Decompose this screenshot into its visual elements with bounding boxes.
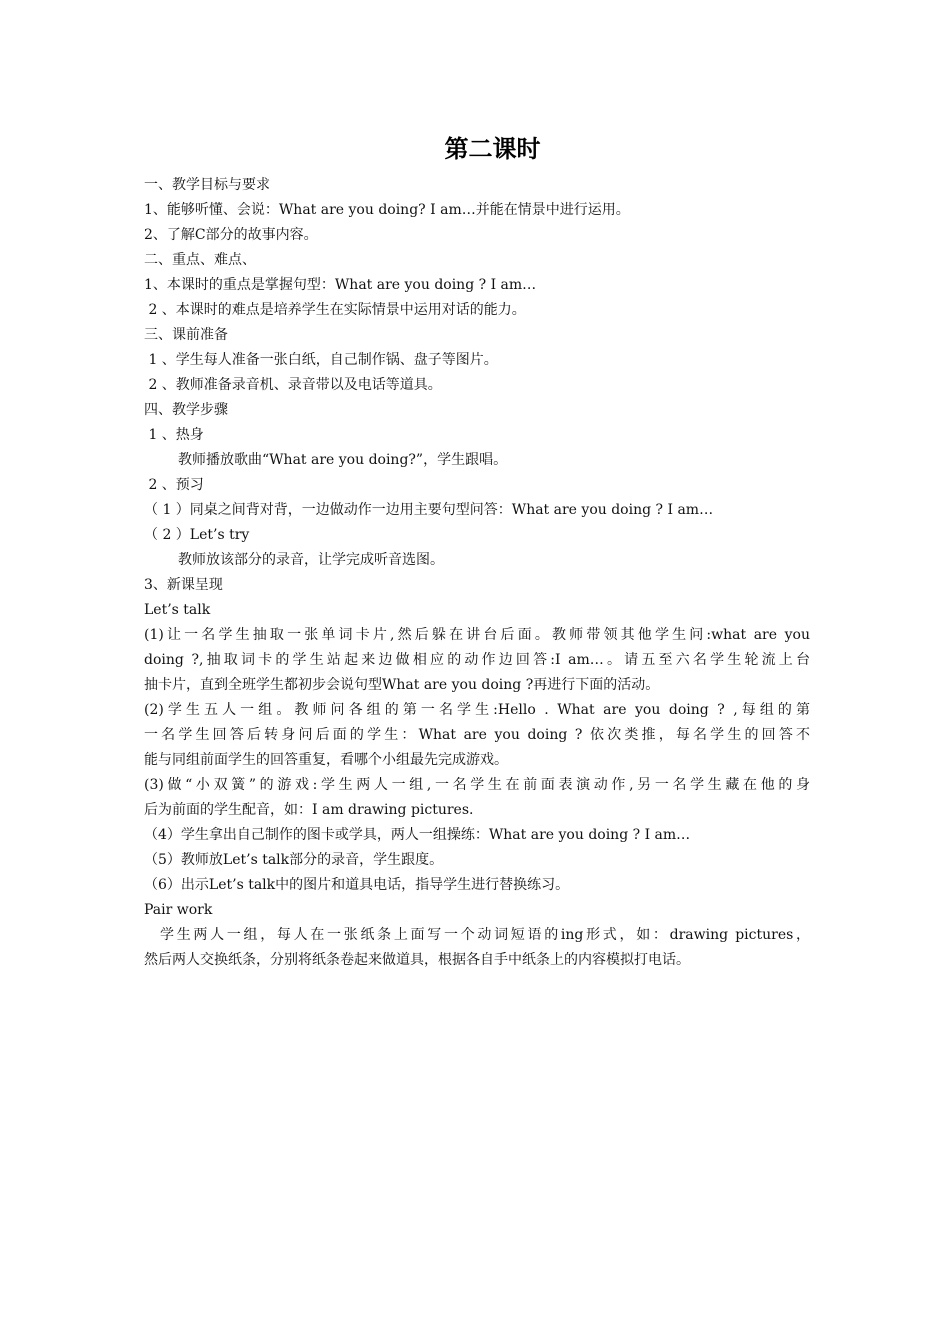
text-line: 1 、学生每人准备一张白纸，自己制作锅、盘子等图片。 — [144, 352, 498, 368]
text-line: 学生两人一组，每人在一张纸条上面写一个动词短语的ing形式，如：drawing pictures， — [160, 927, 810, 943]
text-line: 教师播放歌曲“What are you doing?”，学生跟唱。 — [178, 452, 508, 468]
text-line: 2、了解C部分的故事内容。 — [144, 227, 318, 243]
text-line: 1、能够听懂、会说：What are you doing? I am…并能在情景中进行运用。 — [144, 202, 630, 218]
text-line: 1、本课时的重点是掌握句型：What are you doing ? I am… — [144, 277, 537, 293]
text-line: 2 、教师准备录音机、录音带以及电话等道具。 — [144, 377, 442, 393]
text-line: 能与同组前面学生的回答重复，看哪个小组最先完成游戏。 — [144, 752, 508, 768]
text-line: （5）教师放Let’s talk部分的录音，学生跟度。 — [144, 852, 444, 868]
text-line: 抽卡片，直到全班学生都初步会说句型What are you doing ?再进行下面的活动。 — [144, 677, 660, 693]
text-line: (3)做“小双簧”的游戏:学生两人一组,一名学生在前面表演动作,另一名学生藏在他的身 — [144, 777, 810, 793]
text-line: 1 、热身 — [144, 427, 204, 443]
text-line: （4）学生拿出自己制作的图卡或学具，两人一组操练：What are you doing ? I am… — [144, 827, 691, 843]
page-title: 第二课时 — [444, 135, 541, 163]
text-line: 2 、本课时的难点是培养学生在实际情景中运用对话的能力。 — [144, 302, 526, 318]
text-line: （6）出示Let’s talk中的图片和道具电话，指导学生进行替换练习。 — [144, 877, 570, 893]
text-line: 3、新课呈现 — [144, 577, 223, 593]
text-line: doing ?,抽取词卡的学生站起来边做相应的动作边回答:I am…。请五至六名学生轮流上台 — [144, 652, 810, 668]
text-line: 一名学生回答后转身问后面的学生：What are you doing ? 依次类推，每名学生的回答不 — [144, 727, 810, 743]
text-line: （ 1 ）同桌之间背对背，一边做动作一边用主要句型问答：What are you doing ? I am… — [144, 502, 714, 518]
document-body — [144, 173, 810, 973]
text-line: (1)让一名学生抽取一张单词卡片,然后躲在讲台后面。教师带领其他学生问:what are you — [144, 627, 810, 643]
section-heading-goals: 一、教学目标与要求 — [144, 177, 270, 193]
text-line: Let’s talk — [144, 602, 211, 618]
text-line: （ 2 ）Let’s try — [144, 527, 250, 543]
text-line: 后为前面的学生配音，如：I am drawing pictures. — [144, 802, 474, 818]
text-line: 然后两人交换纸条，分别将纸条卷起来做道具，根据各自手中纸条上的内容模拟打电话。 — [144, 952, 690, 968]
section-heading-key-points: 二、重点、难点、 — [144, 252, 256, 268]
text-line: 教师放该部分的录音，让学完成听音选图。 — [178, 552, 444, 568]
text-line: Pair work — [144, 902, 213, 918]
text-line: 2 、预习 — [144, 477, 204, 493]
text-line: (2)学生五人一组。教师问各组的第一名学生:Hello . What are you doing ? ,每组的第 — [144, 702, 810, 718]
section-heading-preparation: 三、课前准备 — [144, 327, 228, 343]
section-heading-steps: 四、教学步骤 — [144, 402, 228, 418]
